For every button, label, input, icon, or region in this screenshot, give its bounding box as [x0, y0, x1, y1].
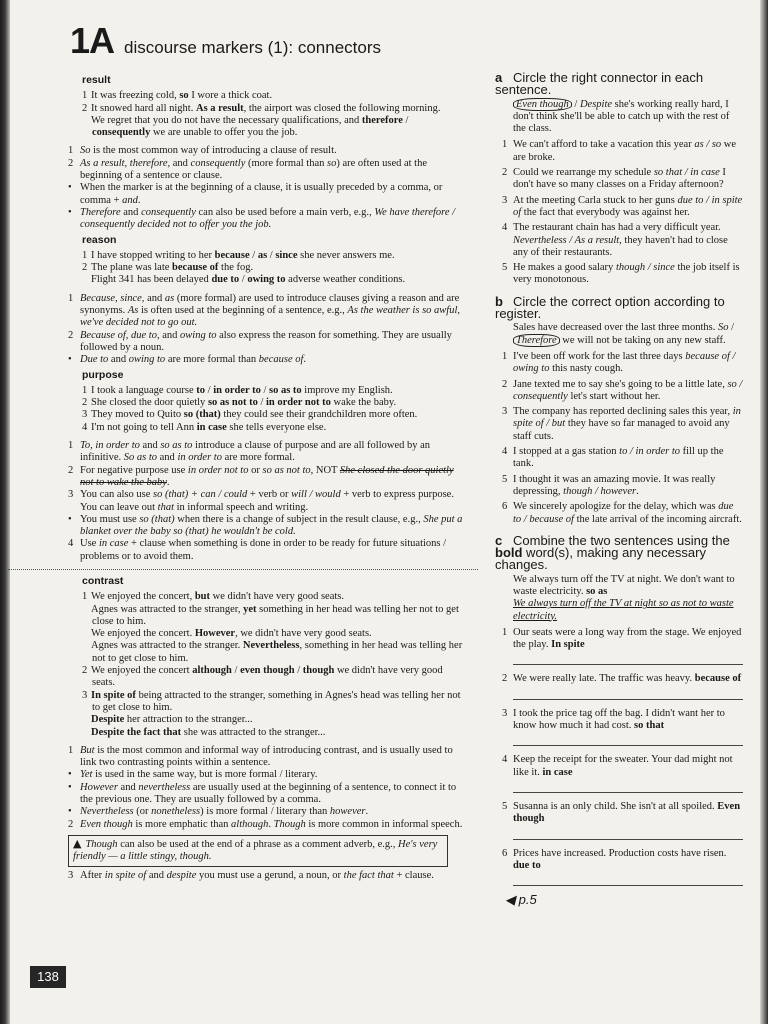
- exercise-c-model: [513, 574, 743, 623]
- answer-line[interactable]: [513, 689, 743, 700]
- exercise-b-instruction: [495, 293, 743, 322]
- item-number: •: [68, 354, 72, 366]
- grammar-rule: [68, 489, 468, 514]
- unit-topic: discourse markers (1): connectors: [124, 38, 382, 57]
- item-number: 1: [502, 139, 508, 151]
- example-sentence: [82, 262, 468, 274]
- item-number: 2: [82, 397, 88, 409]
- result-examples: [68, 90, 468, 139]
- answer-line[interactable]: [513, 829, 743, 840]
- exercise-item: [502, 626, 743, 652]
- item-number: 1: [68, 744, 74, 756]
- page-number: 138: [30, 966, 66, 988]
- grammar-rule: [68, 464, 468, 490]
- item-text: Use in case + clause when something is done in order to be ready for future situations / problems or to avoid them.: [80, 538, 447, 562]
- item-text: Despite the fact that she was attracted to the stranger...: [91, 726, 326, 738]
- item-text: We regret that you do not have the necessary qualifications, and therefore / consequently we are unable to offer you the job.: [91, 114, 409, 139]
- item-number: 2: [68, 464, 74, 476]
- book-spine-edge: [0, 0, 10, 1024]
- item-text: In spite of being attracted to the stranger, something in Agnes's head was telling her not to get close to him.: [91, 689, 461, 713]
- example-sentence: [92, 640, 468, 665]
- item-text: For negative purpose use in order not to or so as not to, NOT She closed the door quietly not to wake the baby.: [80, 464, 454, 488]
- exercise-a-model: Even though / Despite she's working really hard, I don't think she'll be able to catch up with the rest of the class.: [513, 98, 730, 135]
- exercise-letter: a: [495, 70, 503, 85]
- item-text: It was freezing cold, so I wore a thick coat.: [91, 90, 273, 102]
- item-number: 1: [68, 440, 74, 452]
- item-number: 1: [82, 90, 88, 102]
- grammar-rule: [68, 182, 468, 207]
- exercise-item: [502, 673, 743, 685]
- exercise-c-instruction: [495, 532, 743, 573]
- contrast-examples: [68, 591, 468, 739]
- grammar-rule: [68, 329, 468, 355]
- item-text: Nevertheless (or nonetheless) is more formal / literary than however.: [80, 806, 369, 818]
- item-number: 3: [68, 489, 74, 501]
- example-sentence: [92, 714, 468, 726]
- example-sentence: [82, 249, 468, 262]
- item-text: Prices have increased. Production costs have risen. due to: [513, 847, 727, 871]
- grammar-explanation-column: [68, 72, 468, 882]
- warning-text: Though can also be used at the end of a phrase as a comment adverb, e.g., He's very friendly — a little stingy, though.: [73, 838, 438, 863]
- item-number: 1: [502, 626, 508, 638]
- exercise-item: [502, 501, 743, 526]
- item-number: •: [68, 513, 72, 525]
- item-number: 4: [502, 222, 508, 234]
- item-number: 1: [82, 384, 88, 396]
- item-text: However and nevertheless are usually used at the beginning of a sentence, to connect it to the previous one. They are usually followed by a comma.: [80, 781, 457, 806]
- item-text: Could we rearrange my schedule so that / in case I don't have so many classes on a Friday afternoon?: [513, 167, 726, 191]
- item-number: 2: [82, 262, 88, 274]
- example-sentence: [82, 421, 468, 434]
- item-text: I stopped at a gas station to / in order to fill up the tank.: [513, 446, 724, 470]
- item-text: At the meeting Carla stuck to her guns due to / in spite of the fact that everybody was against her.: [513, 194, 743, 218]
- item-text: You can also use so (that) + can / could + verb or will / would + verb to express purpose. You can leave out that in informal speech and writing.: [80, 489, 454, 513]
- item-number: 1: [82, 591, 88, 603]
- item-number: 1: [68, 292, 74, 304]
- section-title-result: result: [82, 74, 111, 86]
- answer-line[interactable]: [513, 654, 743, 665]
- item-text: Despite her attraction to the stranger...: [91, 714, 253, 726]
- example-sentence: [92, 115, 468, 140]
- item-text: Due to and owing to are more formal than because of.: [80, 354, 307, 366]
- item-text: I took the price tag off the bag. I didn't want her to know how much it had cost. so that: [513, 707, 725, 732]
- item-text: The plane was late because of the fog.: [91, 262, 254, 274]
- item-text: I have stopped writing to her because / as / since she never answers me.: [91, 249, 395, 261]
- contrast-rule-3: [68, 869, 468, 882]
- item-text: I'm not going to tell Ann in case she tells everyone else.: [91, 421, 327, 433]
- item-text: Flight 341 has been delayed due to / owing to adverse weather conditions.: [91, 274, 406, 286]
- exercise-item: [502, 446, 743, 471]
- item-text: I took a language course to / in order to / so as to improve my English.: [91, 384, 393, 396]
- example-sentence: [82, 102, 468, 115]
- item-number: 6: [502, 847, 508, 859]
- item-number: 4: [502, 446, 508, 458]
- purpose-rules: [68, 440, 468, 563]
- back-reference-page: p.5: [518, 892, 537, 908]
- item-number: 1: [502, 350, 508, 362]
- exercise-a-instruction: [495, 72, 743, 97]
- answer-line[interactable]: [513, 735, 743, 746]
- result-rules: [68, 145, 468, 231]
- item-text: You must use so (that) when there is a change of subject in the result clause, e.g., She put a blanket over the baby so (that) he wouldn't be cold.: [80, 513, 463, 538]
- grammar-rule: [68, 145, 468, 157]
- item-text: He makes a good salary though / since the job itself is very monotonous.: [513, 262, 740, 286]
- item-text: She closed the door quietly so as not to / in order not to wake the baby.: [91, 397, 397, 409]
- item-number: 2: [68, 818, 74, 830]
- item-number: 2: [68, 329, 74, 341]
- exercise-item: [502, 473, 743, 499]
- item-number: 1: [82, 249, 88, 261]
- exercise-item: [502, 847, 743, 873]
- item-number: 1: [68, 145, 74, 157]
- item-number: 6: [502, 501, 508, 513]
- item-number: •: [68, 182, 72, 194]
- answer-line[interactable]: [513, 782, 743, 793]
- grammar-rule: [68, 157, 468, 183]
- example-sentence: [82, 591, 468, 603]
- exercise-item: [502, 754, 743, 779]
- item-number: 4: [502, 754, 508, 766]
- example-sentence: [82, 409, 468, 421]
- exercise-letter: c: [495, 532, 503, 548]
- item-text: But is the most common and informal way of introducing contrast, and is usually used to link two contrasting points within a sentence.: [80, 744, 453, 769]
- item-text: Therefore and consequently can also be used before a main verb, e.g., We have therefore / consequently decided not to offer you the job.: [80, 206, 456, 231]
- item-text: We can't afford to take a vacation this year as / so we are broke.: [513, 139, 737, 163]
- exercise-item: [502, 139, 743, 164]
- item-text: So is the most common way of introducing a clause of result.: [80, 145, 337, 157]
- model-question: We always turn off the TV at night. We don't want to waste electricity. so as: [513, 573, 735, 597]
- item-text: I thought it was an amazing movie. It was really depressing, though / however.: [513, 473, 716, 497]
- grammar-rule: [68, 538, 468, 563]
- item-number: 3: [502, 406, 508, 418]
- exercise-item: [502, 406, 743, 443]
- instruction-text: Circle the correct option according to register.: [495, 293, 725, 322]
- item-number: •: [68, 781, 72, 793]
- item-number: 3: [502, 707, 508, 719]
- item-text: I've been off work for the last three days because of / owing to this nasty cough.: [513, 350, 736, 375]
- item-text: The restaurant chain has had a very difficult year. Nevertheless / As a result, they haven't had to close any of their restaurants.: [513, 222, 728, 258]
- exercises-column: [495, 72, 743, 906]
- item-text: Because, since, and as (more formal) are used to introduce clauses giving a reason and are synonyms. As is often used at the beginning of a sentence, e.g., As the weather is so awful, we've decided not to go out.: [80, 292, 460, 329]
- item-text: We were really late. The traffic was heavy. because of: [513, 673, 742, 685]
- reason-examples: [68, 250, 468, 287]
- instruction-text: Combine the two sentences using the bold word(s), making any necessary changes.: [495, 532, 730, 573]
- item-text: We enjoyed the concert although / even though / though we didn't have very good seats.: [91, 665, 443, 689]
- item-text: As a result, therefore, and consequently (more formal than so) are often used at the beginning of a sentence or clause.: [80, 157, 428, 182]
- item-text: Susanna is an only child. She isn't at all spoiled. Even though: [513, 800, 741, 825]
- section-title-reason: reason: [82, 233, 117, 246]
- exercise-item: [502, 222, 743, 259]
- item-number: 3: [82, 689, 88, 701]
- back-reference[interactable]: [505, 894, 743, 906]
- item-number: 5: [502, 262, 508, 274]
- exercise-b-items: [495, 351, 743, 526]
- item-number: 4: [82, 421, 88, 433]
- item-number: •: [68, 206, 72, 218]
- grammar-rule: [68, 513, 468, 539]
- exercise-a-items: [495, 139, 743, 286]
- example-sentence: [92, 604, 468, 629]
- item-text: We enjoyed the concert. However, we didn't have very good seats.: [91, 628, 372, 640]
- item-number: 2: [502, 673, 508, 685]
- item-text: The company has reported declining sales this year, in spite of / but they have so far managed to avoid any staff cuts.: [513, 406, 741, 442]
- grammar-rule: [68, 781, 468, 807]
- example-sentence: [82, 397, 468, 409]
- item-number: 2: [82, 665, 88, 677]
- item-text: We sincerely apologize for the delay, which was due to / because of the late arrival of the incoming aircraft.: [513, 501, 742, 525]
- item-number: 2: [502, 167, 508, 179]
- item-text: They moved to Quito so (that) they could see their grandchildren more often.: [91, 409, 418, 421]
- section-divider: [8, 569, 478, 570]
- item-number: 3: [82, 409, 88, 421]
- item-number: 2: [82, 102, 88, 114]
- item-number: 2: [68, 157, 74, 169]
- exercise-item: [502, 350, 743, 376]
- example-sentence: [92, 628, 468, 640]
- rule-text: After in spite of and despite you must use a gerund, a noun, or the fact that + clause.: [80, 869, 434, 881]
- grammar-rule: [68, 206, 468, 232]
- exercise-b-model: Sales have decreased over the last three months. So / Therefore we will not be taking on any new staff.: [513, 322, 735, 346]
- example-sentence: [82, 665, 468, 690]
- example-sentence: [82, 90, 468, 102]
- item-text: Because of, due to, and owing to also express the reason for something. They are usually followed by a noun.: [80, 329, 452, 353]
- item-text: Even though is more emphatic than although. Though is more common in informal speech.: [80, 818, 463, 830]
- item-number: 5: [502, 473, 508, 485]
- item-text: To, in order to and so as to introduce a clause of purpose and are all followed by an infinitive. So as to and in order to are more formal.: [80, 440, 431, 464]
- item-text: It snowed hard all night. As a result, the airport was closed the following morning.: [91, 102, 441, 114]
- item-number: 3: [502, 194, 508, 206]
- warning-triangle-icon: ▲: [73, 836, 82, 850]
- page-header: [70, 20, 381, 62]
- item-text: When the marker is at the beginning of a clause, it is usually preceded by a comma, or comma + and.: [80, 182, 443, 206]
- grammar-rule: [68, 806, 468, 818]
- item-text: Agnes was attracted to the stranger, yet something in her head was telling her not to get close to him.: [91, 603, 459, 627]
- grammar-rule: [68, 744, 468, 770]
- item-number: 4: [68, 538, 74, 550]
- item-text: Keep the receipt for the sweater. Your dad might not like it. in case: [513, 754, 733, 778]
- item-number: •: [68, 769, 72, 781]
- answer-line[interactable]: [513, 875, 743, 886]
- contrast-rules: [68, 745, 468, 831]
- reason-rules: [68, 293, 468, 367]
- item-text: Yet is used in the same way, but is more formal / literary.: [80, 769, 318, 781]
- instruction-text: Circle the right connector in each sentence.: [495, 70, 704, 98]
- exercise-item: [502, 262, 743, 287]
- exercise-letter: b: [495, 293, 503, 309]
- section-title-contrast: contrast: [82, 574, 124, 587]
- purpose-examples: [68, 385, 468, 434]
- exercise-c-items: [495, 627, 743, 886]
- grammar-rule: [68, 440, 468, 465]
- item-number: 5: [502, 800, 508, 812]
- warning-box: [68, 835, 448, 867]
- unit-number: 1A: [70, 20, 115, 61]
- model-answer: We always turn off the TV at night so as not to waste electricity.: [513, 598, 734, 622]
- item-text: We enjoyed the concert, but we didn't have very good seats.: [91, 591, 344, 603]
- exercise-item: [502, 707, 743, 733]
- page-right-edge: [760, 0, 768, 1024]
- exercise-item: [502, 167, 743, 192]
- back-arrow-icon: ◀: [505, 892, 515, 908]
- rule-number: 3: [68, 869, 74, 881]
- example-sentence: [82, 384, 468, 397]
- grammar-rule: [68, 292, 468, 330]
- example-sentence: [92, 727, 468, 739]
- item-text: Jane texted me to say she's going to be a little late, so / consequently let's start without her.: [513, 378, 743, 402]
- exercise-item: [502, 194, 743, 220]
- example-sentence: [92, 274, 468, 286]
- grammar-rule: [68, 818, 468, 831]
- exercise-item: [502, 800, 743, 826]
- example-sentence: [82, 689, 468, 715]
- grammar-rule: [68, 769, 468, 781]
- section-title-purpose: purpose: [82, 368, 124, 381]
- item-number: 2: [502, 378, 508, 390]
- exercise-item: [502, 378, 743, 404]
- grammar-rule: [68, 354, 468, 366]
- item-text: Our seats were a long way from the stage. We enjoyed the play. In spite: [513, 626, 742, 651]
- item-number: •: [68, 806, 72, 818]
- item-text: Agnes was attracted to the stranger. Nevertheless, something in her head was telling her not to get close to him.: [91, 640, 463, 664]
